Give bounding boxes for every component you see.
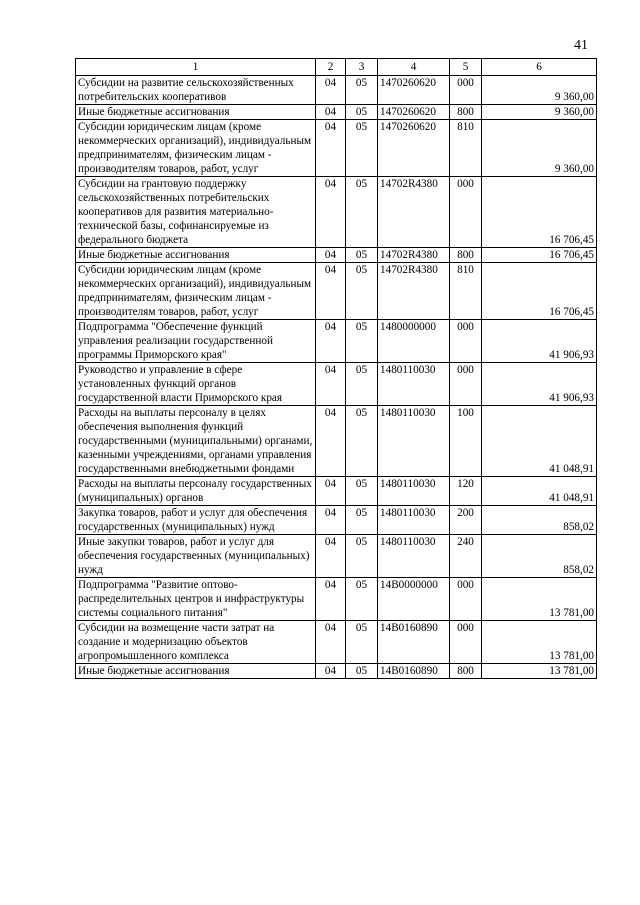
row-sum: 16 706,45 bbox=[482, 248, 597, 263]
row-razdel: 04 bbox=[316, 506, 346, 535]
table-row bbox=[76, 248, 597, 263]
row-sum: 16 706,45 bbox=[482, 263, 597, 320]
row-vr: 000 bbox=[450, 320, 482, 363]
row-razdel: 04 bbox=[316, 76, 346, 105]
row-podrazdel: 05 bbox=[346, 578, 378, 621]
row-sum: 858,02 bbox=[482, 506, 597, 535]
row-razdel: 04 bbox=[316, 578, 346, 621]
row-csr: 1480110030 bbox=[378, 477, 450, 506]
row-name: Субсидии юридическим лицам (кроме некоммерческих организаций), индивидуальным предпринимателям, физическим лицам - производителям товаров, работ, услуг bbox=[76, 263, 316, 320]
row-podrazdel: 05 bbox=[346, 535, 378, 578]
row-name: Субсидии на грантовую поддержку сельскохозяйственных потребительских кооперативов для развития материально-технической базы, софинансируемые из федерального бюджета bbox=[76, 177, 316, 248]
row-vr: 240 bbox=[450, 535, 482, 578]
row-podrazdel: 05 bbox=[346, 363, 378, 406]
row-sum: 9 360,00 bbox=[482, 76, 597, 105]
row-name: Субсидии на возмещение части затрат на создание и модернизацию объектов агропромышленного комплекса bbox=[76, 621, 316, 664]
column-header: 1 bbox=[76, 59, 316, 76]
table-row bbox=[76, 363, 597, 406]
row-name: Расходы на выплаты персоналу в целях обеспечения выполнения функций государственными (муниципальными) органами, казенными учреждениями, органами управления государственными внебюджетными фондами bbox=[76, 406, 316, 477]
row-sum: 13 781,00 bbox=[482, 621, 597, 664]
row-name: Руководство и управление в сфере установленных функций органов государственной власти Приморского края bbox=[76, 363, 316, 406]
row-podrazdel: 05 bbox=[346, 263, 378, 320]
row-csr: 1470260620 bbox=[378, 76, 450, 105]
row-name: Иные бюджетные ассигнования bbox=[76, 105, 316, 120]
row-csr: 1480110030 bbox=[378, 506, 450, 535]
row-sum: 9 360,00 bbox=[482, 120, 597, 177]
row-razdel: 04 bbox=[316, 406, 346, 477]
table-row bbox=[76, 578, 597, 621]
row-csr: 1480000000 bbox=[378, 320, 450, 363]
row-podrazdel: 05 bbox=[346, 105, 378, 120]
row-sum: 9 360,00 bbox=[482, 105, 597, 120]
row-razdel: 04 bbox=[316, 363, 346, 406]
table-row bbox=[76, 406, 597, 477]
row-podrazdel: 05 bbox=[346, 177, 378, 248]
row-sum: 41 048,91 bbox=[482, 477, 597, 506]
row-podrazdel: 05 bbox=[346, 506, 378, 535]
row-name: Подпрограмма "Обеспечение функций управления реализации государственной программы Приморского края" bbox=[76, 320, 316, 363]
table-row bbox=[76, 76, 597, 105]
row-vr: 800 bbox=[450, 664, 482, 679]
row-name: Субсидии юридическим лицам (кроме некоммерческих организаций), индивидуальным предпринимателям, физическим лицам - производителям товаров, работ, услуг bbox=[76, 120, 316, 177]
row-razdel: 04 bbox=[316, 177, 346, 248]
row-podrazdel: 05 bbox=[346, 406, 378, 477]
row-sum: 41 906,93 bbox=[482, 320, 597, 363]
row-vr: 800 bbox=[450, 248, 482, 263]
row-vr: 000 bbox=[450, 76, 482, 105]
table-row bbox=[76, 263, 597, 320]
column-header: 5 bbox=[450, 59, 482, 76]
budget-table bbox=[75, 58, 597, 679]
row-vr: 120 bbox=[450, 477, 482, 506]
row-sum: 16 706,45 bbox=[482, 177, 597, 248]
row-razdel: 04 bbox=[316, 477, 346, 506]
row-vr: 000 bbox=[450, 177, 482, 248]
table-row bbox=[76, 621, 597, 664]
row-sum: 41 048,91 bbox=[482, 406, 597, 477]
row-vr: 000 bbox=[450, 578, 482, 621]
page-number: 41 bbox=[574, 38, 588, 53]
row-name: Подпрограмма "Развитие оптово-распределительных центров и инфраструктуры системы социального питания" bbox=[76, 578, 316, 621]
row-csr: 14702R4380 bbox=[378, 177, 450, 248]
row-csr: 14В0160890 bbox=[378, 664, 450, 679]
row-razdel: 04 bbox=[316, 535, 346, 578]
row-vr: 800 bbox=[450, 105, 482, 120]
column-header: 2 bbox=[316, 59, 346, 76]
table-row bbox=[76, 320, 597, 363]
row-name: Субсидии на развитие сельскохозяйственных потребительских кооперативов bbox=[76, 76, 316, 105]
row-csr: 14В0000000 bbox=[378, 578, 450, 621]
row-podrazdel: 05 bbox=[346, 477, 378, 506]
row-sum: 858,02 bbox=[482, 535, 597, 578]
column-header: 4 bbox=[378, 59, 450, 76]
table-row bbox=[76, 506, 597, 535]
row-podrazdel: 05 bbox=[346, 320, 378, 363]
row-razdel: 04 bbox=[316, 248, 346, 263]
row-vr: 000 bbox=[450, 363, 482, 406]
table-row bbox=[76, 177, 597, 248]
row-sum: 41 906,93 bbox=[482, 363, 597, 406]
row-vr: 100 bbox=[450, 406, 482, 477]
row-name: Иные бюджетные ассигнования bbox=[76, 248, 316, 263]
row-csr: 1480110030 bbox=[378, 535, 450, 578]
row-razdel: 04 bbox=[316, 120, 346, 177]
row-sum: 13 781,00 bbox=[482, 578, 597, 621]
row-vr: 810 bbox=[450, 263, 482, 320]
row-sum: 13 781,00 bbox=[482, 664, 597, 679]
row-podrazdel: 05 bbox=[346, 621, 378, 664]
row-csr: 14702R4380 bbox=[378, 263, 450, 320]
row-podrazdel: 05 bbox=[346, 120, 378, 177]
row-csr: 14702R4380 bbox=[378, 248, 450, 263]
row-razdel: 04 bbox=[316, 320, 346, 363]
row-csr: 1470260620 bbox=[378, 120, 450, 177]
table-row bbox=[76, 664, 597, 679]
table-header-row bbox=[76, 59, 597, 76]
row-csr: 14В0160890 bbox=[378, 621, 450, 664]
row-csr: 1480110030 bbox=[378, 406, 450, 477]
row-razdel: 04 bbox=[316, 263, 346, 320]
row-razdel: 04 bbox=[316, 664, 346, 679]
row-razdel: 04 bbox=[316, 621, 346, 664]
row-name: Иные закупки товаров, работ и услуг для обеспечения государственных (муниципальных) нужд bbox=[76, 535, 316, 578]
row-name: Расходы на выплаты персоналу государственных (муниципальных) органов bbox=[76, 477, 316, 506]
row-podrazdel: 05 bbox=[346, 664, 378, 679]
table-row bbox=[76, 120, 597, 177]
row-vr: 810 bbox=[450, 120, 482, 177]
row-csr: 1470260620 bbox=[378, 105, 450, 120]
row-podrazdel: 05 bbox=[346, 248, 378, 263]
row-name: Закупка товаров, работ и услуг для обеспечения государственных (муниципальных) нужд bbox=[76, 506, 316, 535]
table-row bbox=[76, 535, 597, 578]
row-vr: 200 bbox=[450, 506, 482, 535]
column-header: 6 bbox=[482, 59, 597, 76]
row-podrazdel: 05 bbox=[346, 76, 378, 105]
table-row bbox=[76, 105, 597, 120]
row-name: Иные бюджетные ассигнования bbox=[76, 664, 316, 679]
row-csr: 1480110030 bbox=[378, 363, 450, 406]
table-row bbox=[76, 477, 597, 506]
row-razdel: 04 bbox=[316, 105, 346, 120]
column-header: 3 bbox=[346, 59, 378, 76]
row-vr: 000 bbox=[450, 621, 482, 664]
